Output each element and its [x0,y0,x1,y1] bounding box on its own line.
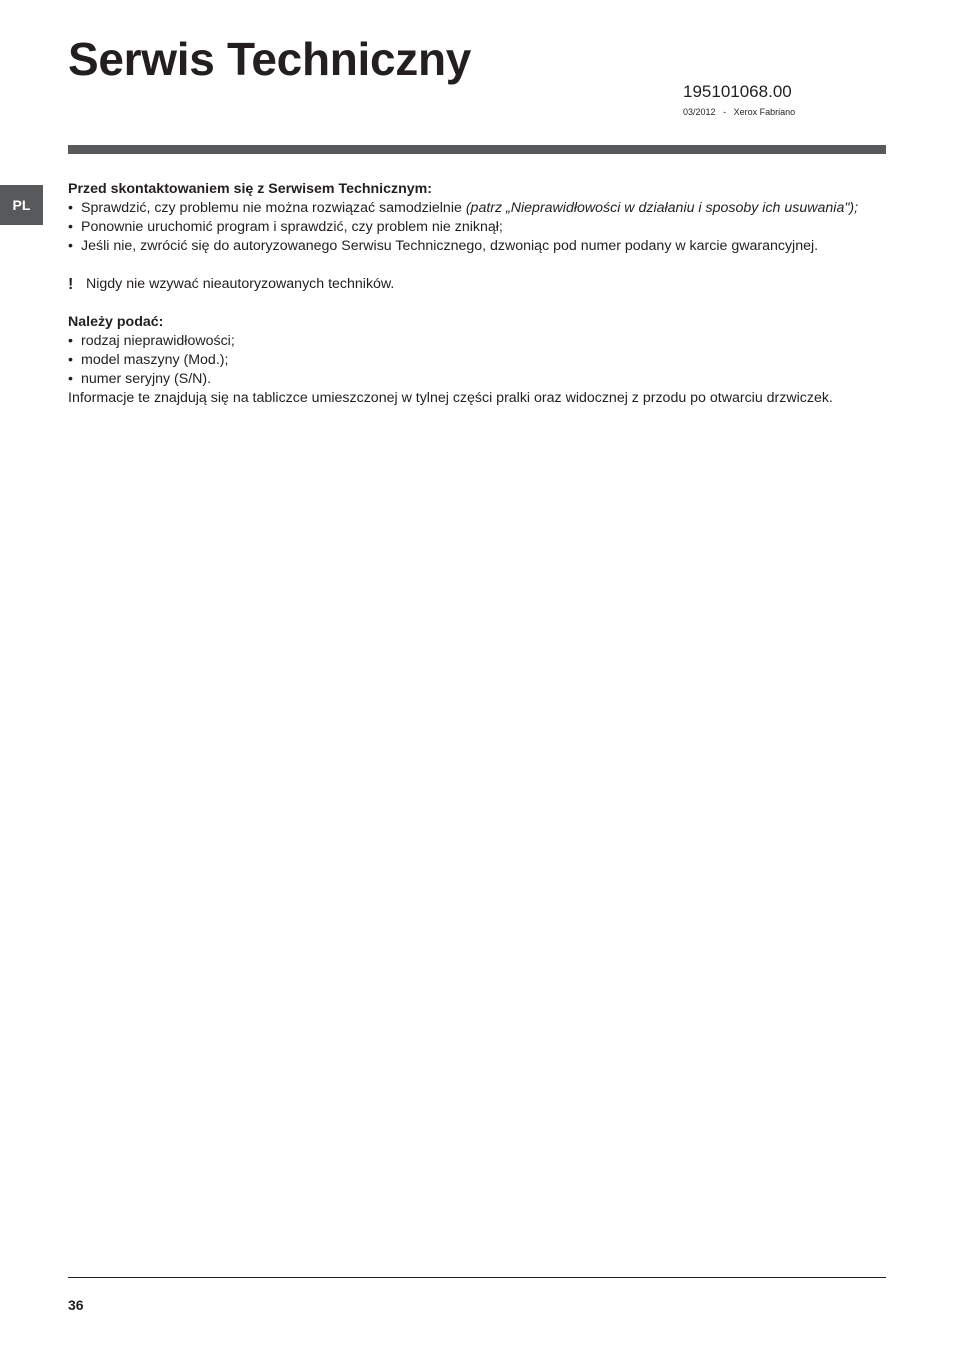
page-number: 36 [68,1297,84,1313]
cross-reference-note: (patrz „Nieprawidłowości w działaniu i sposoby ich usuwania"); [465,200,859,216]
document-printer: Xerox Fabriano [733,107,796,117]
spacer [68,256,898,275]
list-item: • numer seryjny (S/N). [68,370,898,389]
list-item [68,199,898,218]
document-number: 195101068.00 [683,82,792,101]
footer-divider [68,1277,886,1278]
list-item: • model maszyny (Mod.); [68,351,898,370]
list-item: • Jeśli nie, zwrócić się do autoryzowanego Serwisu Technicznego, dzwoniąc pod numer podany w karcie gwarancyjnej. [68,237,898,256]
list-item: • Ponownie uruchomić program i sprawdzić, czy problem nie zniknął; [68,218,898,237]
exclamation-icon: ! [68,276,74,293]
before-contact-heading: Przed skontaktowaniem się z Serwisem Technicznym: [68,181,433,197]
warning-text: Nigdy nie wzywać nieautoryzowanych techników. [86,276,395,292]
list-item-text: Sprawdzić, czy problemu nie można rozwiązać samodzielnie [81,200,462,216]
document-meta-separator: - [723,107,727,117]
page-title: Serwis Techniczny [68,33,472,85]
provide-info-heading: Należy podać: [68,314,164,330]
document-meta [683,106,795,118]
header-divider-bar [68,145,886,154]
page-content [68,180,898,408]
document-date: 03/2012 [683,107,716,117]
warning-note [68,275,898,294]
spacer [68,294,898,313]
list-item: • rodzaj nieprawidłowości; [68,332,898,351]
language-tab: PL [0,185,43,225]
info-location-text: Informacje te znajdują się na tabliczce umieszczonej w tylnej części pralki oraz widocznej z przodu po otwarciu drzwiczek. [68,390,833,406]
